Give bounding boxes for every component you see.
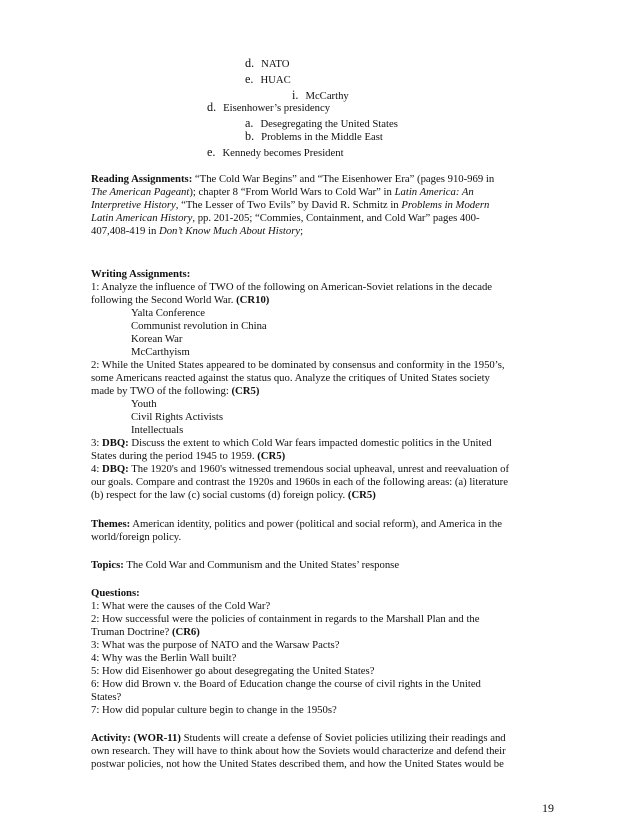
question-line: 5: How did Eisenhower go about desegregating the United States? bbox=[91, 665, 375, 677]
question-line: 6: How did Brown v. the Board of Education change the course of civil rights in the United bbox=[91, 678, 481, 690]
writing-option: Civil Rights Activists bbox=[131, 411, 224, 423]
activity-line: own research. They will have to think about how the Soviets would characterize and defend their bbox=[91, 745, 506, 757]
writing-option: Youth bbox=[131, 398, 157, 410]
reading-line: 407,408-419 in Don’t Know Much About History; bbox=[91, 225, 304, 237]
outline-item: i. McCarthy bbox=[292, 88, 349, 102]
questions-heading: Questions: bbox=[91, 587, 140, 599]
writing-line: made by TWO of the following: (CR5) bbox=[91, 385, 260, 397]
question-line: 4: Why was the Berlin Wall built? bbox=[91, 652, 237, 664]
activity-line: Activity: (WOR-11) Students will create a defense of Soviet policies utilizing their readings and bbox=[91, 732, 506, 744]
outline-item: e. HUAC bbox=[245, 72, 291, 86]
question-line: 7: How did popular culture begin to change in the 1950s? bbox=[91, 704, 337, 716]
outline-item: a. Desegregating the United States bbox=[245, 116, 398, 130]
themes-line: Themes: American identity, politics and power (political and social reform), and America in the bbox=[91, 518, 502, 530]
writing-line: 2: While the United States appeared to be dominated by consensus and conformity in the 1950’s, bbox=[91, 359, 505, 371]
writing-line: 4: DBQ: The 1920's and 1960's witnessed tremendous social upheaval, unrest and reevaluation of bbox=[91, 463, 510, 475]
writing-line: 3: DBQ: Discuss the extent to which Cold War fears impacted domestic politics in the United bbox=[91, 437, 492, 449]
reading-line: Latin American History, pp. 201-205; “Commies, Containment, and Cold War” pages 400- bbox=[91, 212, 480, 224]
activity-label: Activity: (WOR-11) bbox=[91, 732, 181, 744]
activity-line: postwar policies, not how the United States described them, and how the United States would be bbox=[91, 758, 504, 770]
question-line: States? bbox=[91, 691, 122, 703]
writing-line: following the Second World War. (CR10) bbox=[91, 294, 270, 306]
reading-heading: Reading Assignments: bbox=[91, 173, 193, 185]
writing-option: Yalta Conference bbox=[131, 307, 205, 319]
outline-item: d. Eisenhower’s presidency bbox=[207, 100, 331, 114]
writing-option: Communist revolution in China bbox=[131, 320, 267, 332]
question-line: 3: What was the purpose of NATO and the Warsaw Pacts? bbox=[91, 639, 340, 651]
themes-line: world/foreign policy. bbox=[91, 531, 182, 543]
writing-line: some Americans reacted against the status quo. Analyze the critiques of United States society bbox=[91, 372, 490, 384]
outline-item: b. Problems in the Middle East bbox=[245, 129, 383, 143]
question-line: Truman Doctrine? (CR6) bbox=[91, 626, 200, 638]
writing-option: McCarthyism bbox=[131, 346, 190, 358]
reading-line: The American Pageant); chapter 8 “From World Wars to Cold War” in Latin America: An bbox=[91, 186, 474, 198]
writing-heading: Writing Assignments: bbox=[91, 268, 191, 280]
writing-line: our goals. Compare and contrast the 1920s and 1960s in each of the following areas: (a) literature bbox=[91, 476, 508, 488]
writing-line: States during the period 1945 to 1959. (CR5) bbox=[91, 450, 286, 462]
question-line: 1: What were the causes of the Cold War? bbox=[91, 600, 271, 612]
question-line: 2: How successful were the policies of containment in regards to the Marshall Plan and the bbox=[91, 613, 480, 625]
writing-line: 1: Analyze the influence of TWO of the following on American-Soviet relations in the decade bbox=[91, 281, 493, 293]
writing-option: Intellectuals bbox=[131, 424, 184, 436]
outline-item: e. Kennedy becomes President bbox=[207, 145, 344, 159]
outline-item: d. NATO bbox=[245, 56, 290, 70]
reading-line: Interpretive History, “The Lesser of Two Evils” by David R. Schmitz in Problems in Modern bbox=[91, 199, 490, 211]
topics-label: Topics: bbox=[91, 559, 124, 571]
writing-line: (b) respect for the law (c) social customs (d) foreign policy. (CR5) bbox=[91, 489, 376, 501]
page-number: 19 bbox=[542, 801, 554, 815]
reading-line: Reading Assignments: “The Cold War Begins” and “The Eisenhower Era” (pages 910-969 in bbox=[91, 173, 495, 185]
writing-option: Korean War bbox=[131, 333, 183, 345]
topics-line: Topics: The Cold War and Communism and the United States’ response bbox=[91, 559, 400, 571]
themes-label: Themes: bbox=[91, 518, 131, 530]
